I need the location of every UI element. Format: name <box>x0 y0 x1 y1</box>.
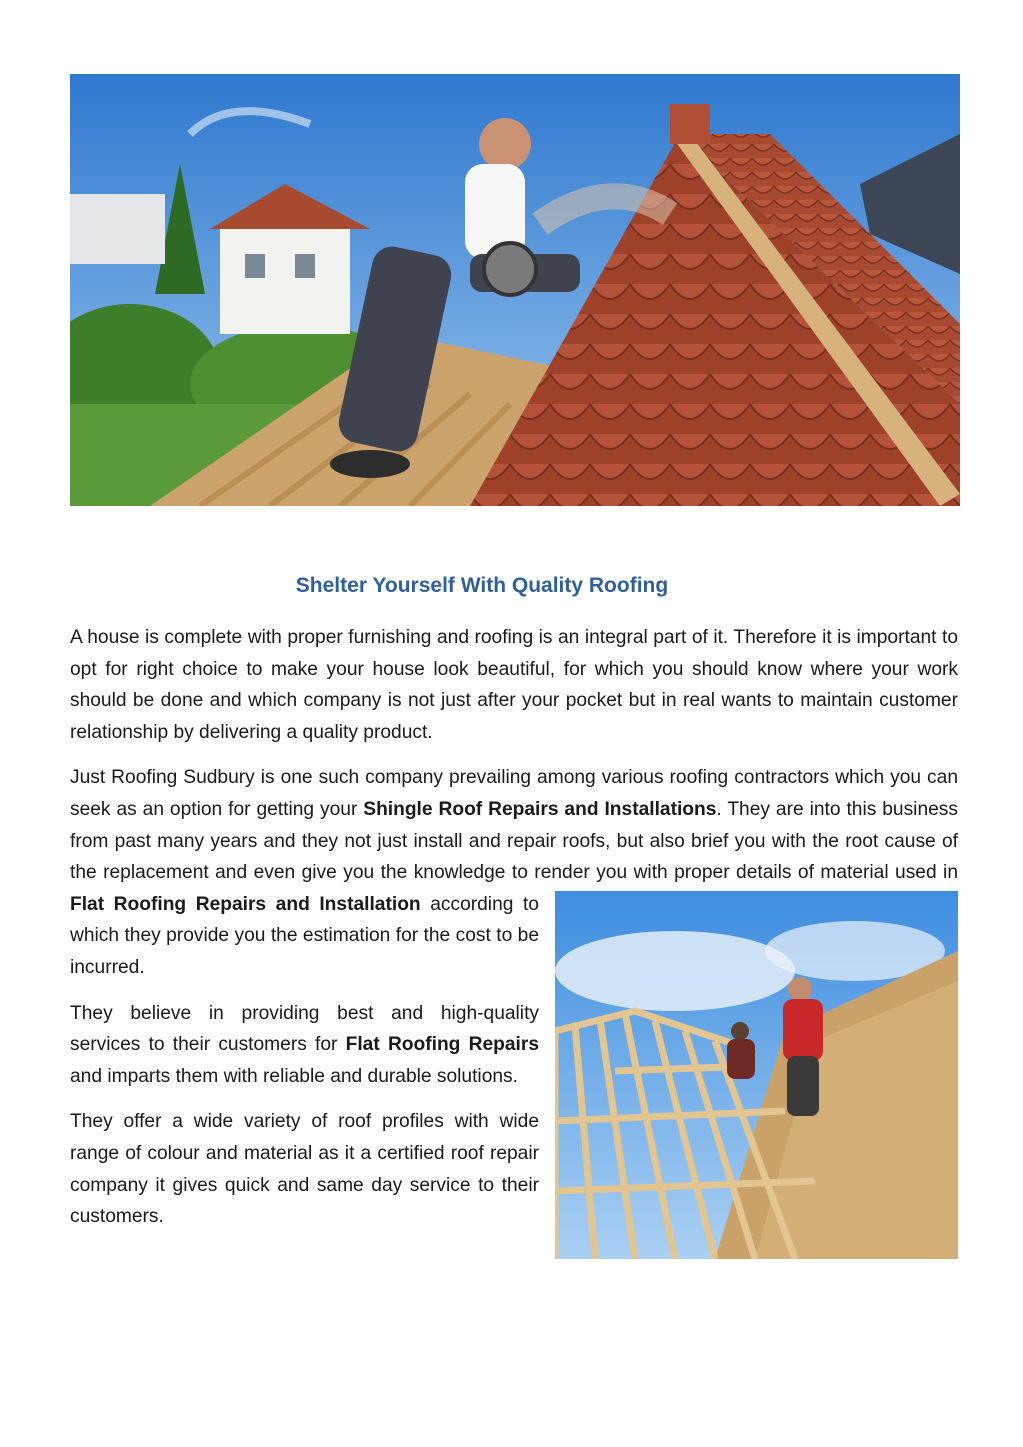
roof-frame-illustration <box>555 891 958 1259</box>
flat-roofing-repairs-installation-link[interactable]: Flat Roofing Repairs and Installation <box>70 893 421 915</box>
paragraph-text: They believe in providing best and high-quality services to their customers for <box>70 1002 539 1056</box>
paragraph-intro: A house is complete with proper furnishing and roofing is an integral part of it. Therefore it is important to opt for right choice to make your house look beautiful, for which you should know where your work should be done and which company is not just after your pocket but in real wants to maintain customer relationship by delivering a quality product. <box>70 627 958 743</box>
paragraph-text: according to which they provide you the estimation for the cost to be incurred. <box>70 893 539 978</box>
hero-photo <box>70 74 960 506</box>
shingle-roof-repairs-link[interactable]: Shingle Roof Repairs and Installations <box>363 798 717 820</box>
roof-frame-photo <box>555 891 958 1259</box>
page-title: Shelter Yourself With Quality Roofing <box>295 574 669 597</box>
hero-roofer-illustration <box>70 74 960 506</box>
paragraph-text: and imparts them with reliable and durable solutions. <box>70 1065 518 1087</box>
flat-roofing-repairs-link[interactable]: Flat Roofing Repairs <box>345 1034 539 1056</box>
paragraph-text: . They are into this business from past many years and they not just install and repair roofs, but also brief you with the root cause of the replacement and even give you the knowledge to render you with proper details of material used in <box>70 798 958 884</box>
paragraph-text: Just Roofing Sudbury is one such company prevailing among various roofing contractors which you can seek as an option for getting your <box>70 767 958 820</box>
paragraph-company <box>70 762 958 983</box>
article-body <box>70 622 958 1265</box>
paragraph-profiles: They offer a wide variety of roof profiles with wide range of colour and material as it a certified roof repair company it gives quick and same day service to their customers. <box>70 1111 539 1228</box>
